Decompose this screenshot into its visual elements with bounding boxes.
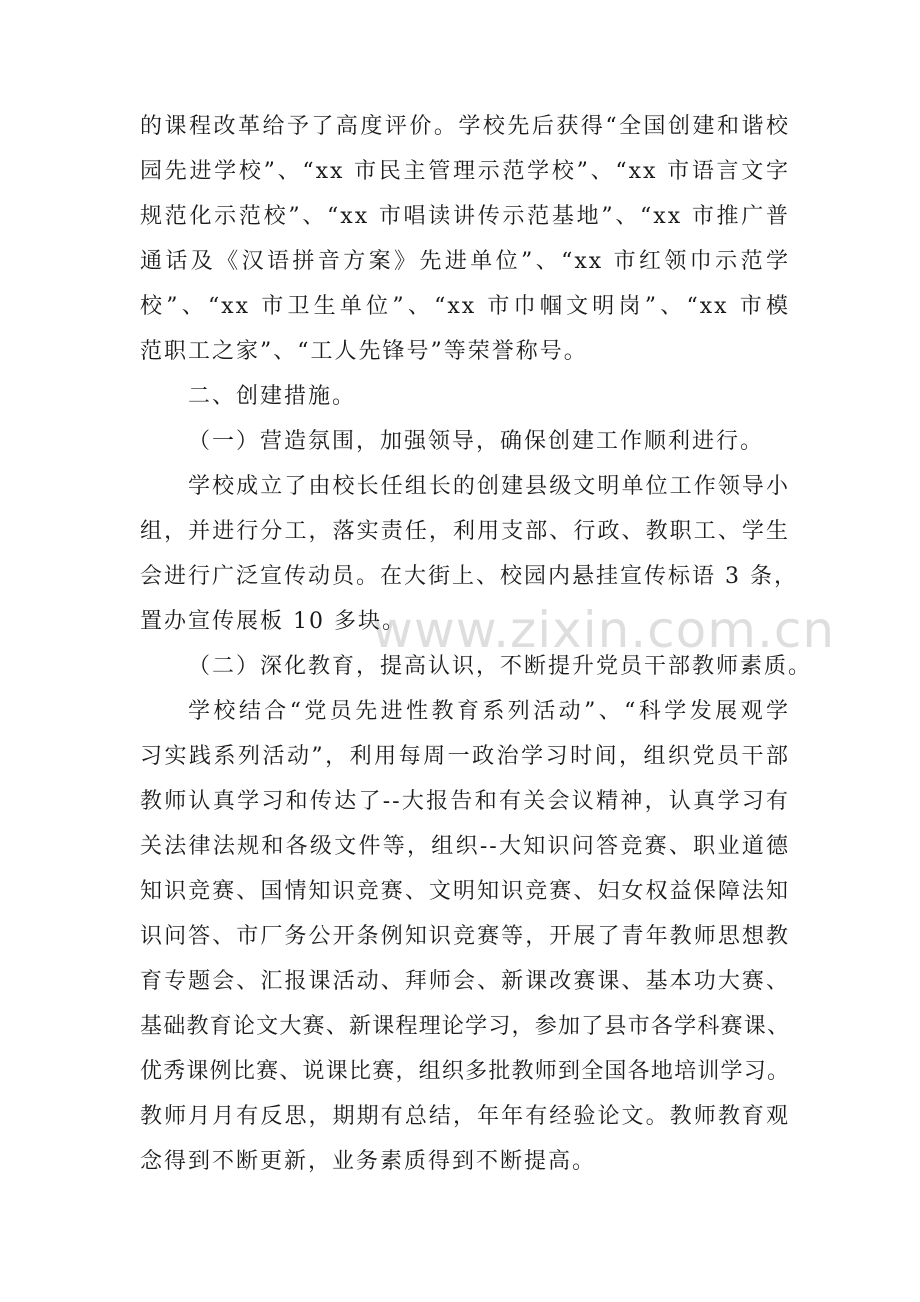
text-line: 学校结合“党员先进性教育系列活动”、“科学发展观学: [188, 699, 790, 724]
subsection-heading: （二）深化教育，提高认识，不断提升党员干部教师素质。: [188, 654, 813, 679]
text-line: 教师月月有反思，期期有总结，年年有经验论文。教师教育观: [140, 1104, 790, 1129]
text-line: 会进行广泛宣传动员。在大街上、校园内悬挂宣传标语 3 条，: [140, 564, 798, 589]
text-line: 育专题会、汇报课活动、拜师会、新课改赛课、基本功大赛、: [140, 969, 790, 994]
text-line: 置办宣传展板 10 多块。: [140, 609, 406, 634]
text-line: 识问答、市厂务公开条例知识竞赛等，开展了青年教师思想教: [140, 924, 790, 949]
text-line: 园先进学校”、“xx 市民主管理示范学校”、“xx 市语言文字: [140, 159, 790, 184]
text-line: 规范化示范校”、“xx 市唱读讲传示范基地”、“xx 市推广普: [140, 204, 790, 229]
section-heading: 二、创建措施。: [188, 384, 357, 409]
text-line: 习实践系列活动”，利用每周一政治学习时间，组织党员干部: [140, 744, 790, 769]
text-line: 基础教育论文大赛、新课程理论学习，参加了县市各学科赛课、: [140, 1014, 790, 1039]
text-line: 关法律法规和各级文件等，组织--大知识问答竞赛、职业道德: [140, 834, 790, 859]
text-line: 教师认真学习和传达了--大报告和有关会议精神，认真学习有: [140, 789, 790, 814]
text-line: 校”、“xx 市卫生单位”、“xx 市巾帼文明岗”、“xx 市模: [140, 294, 790, 319]
text-line: 组，并进行分工，落实责任，利用支部、行政、教职工、学生: [140, 519, 790, 544]
text-line: 知识竞赛、国情知识竞赛、文明知识竞赛、妇女权益保障法知: [140, 879, 790, 904]
text-line: 优秀课例比赛、说课比赛，组织多批教师到全国各地培训学习。: [140, 1059, 790, 1084]
text-line: 范职工之家”、“工人先锋号”等荣誉称号。: [140, 339, 588, 364]
text-line: 的课程改革给予了高度评价。学校先后获得“全国创建和谐校: [140, 114, 790, 139]
subsection-heading: （一）营造氛围，加强领导，确保创建工作顺利进行。: [188, 429, 765, 454]
text-line: 通话及《汉语拼音方案》先进单位”、“xx 市红领巾示范学: [140, 249, 790, 274]
text-line: 学校成立了由校长任组长的创建县级文明单位工作领导小: [188, 474, 790, 499]
watermark: www.zixin.com.cn: [372, 601, 836, 659]
text-line: 念得到不断更新，业务素质得到不断提高。: [140, 1149, 597, 1174]
